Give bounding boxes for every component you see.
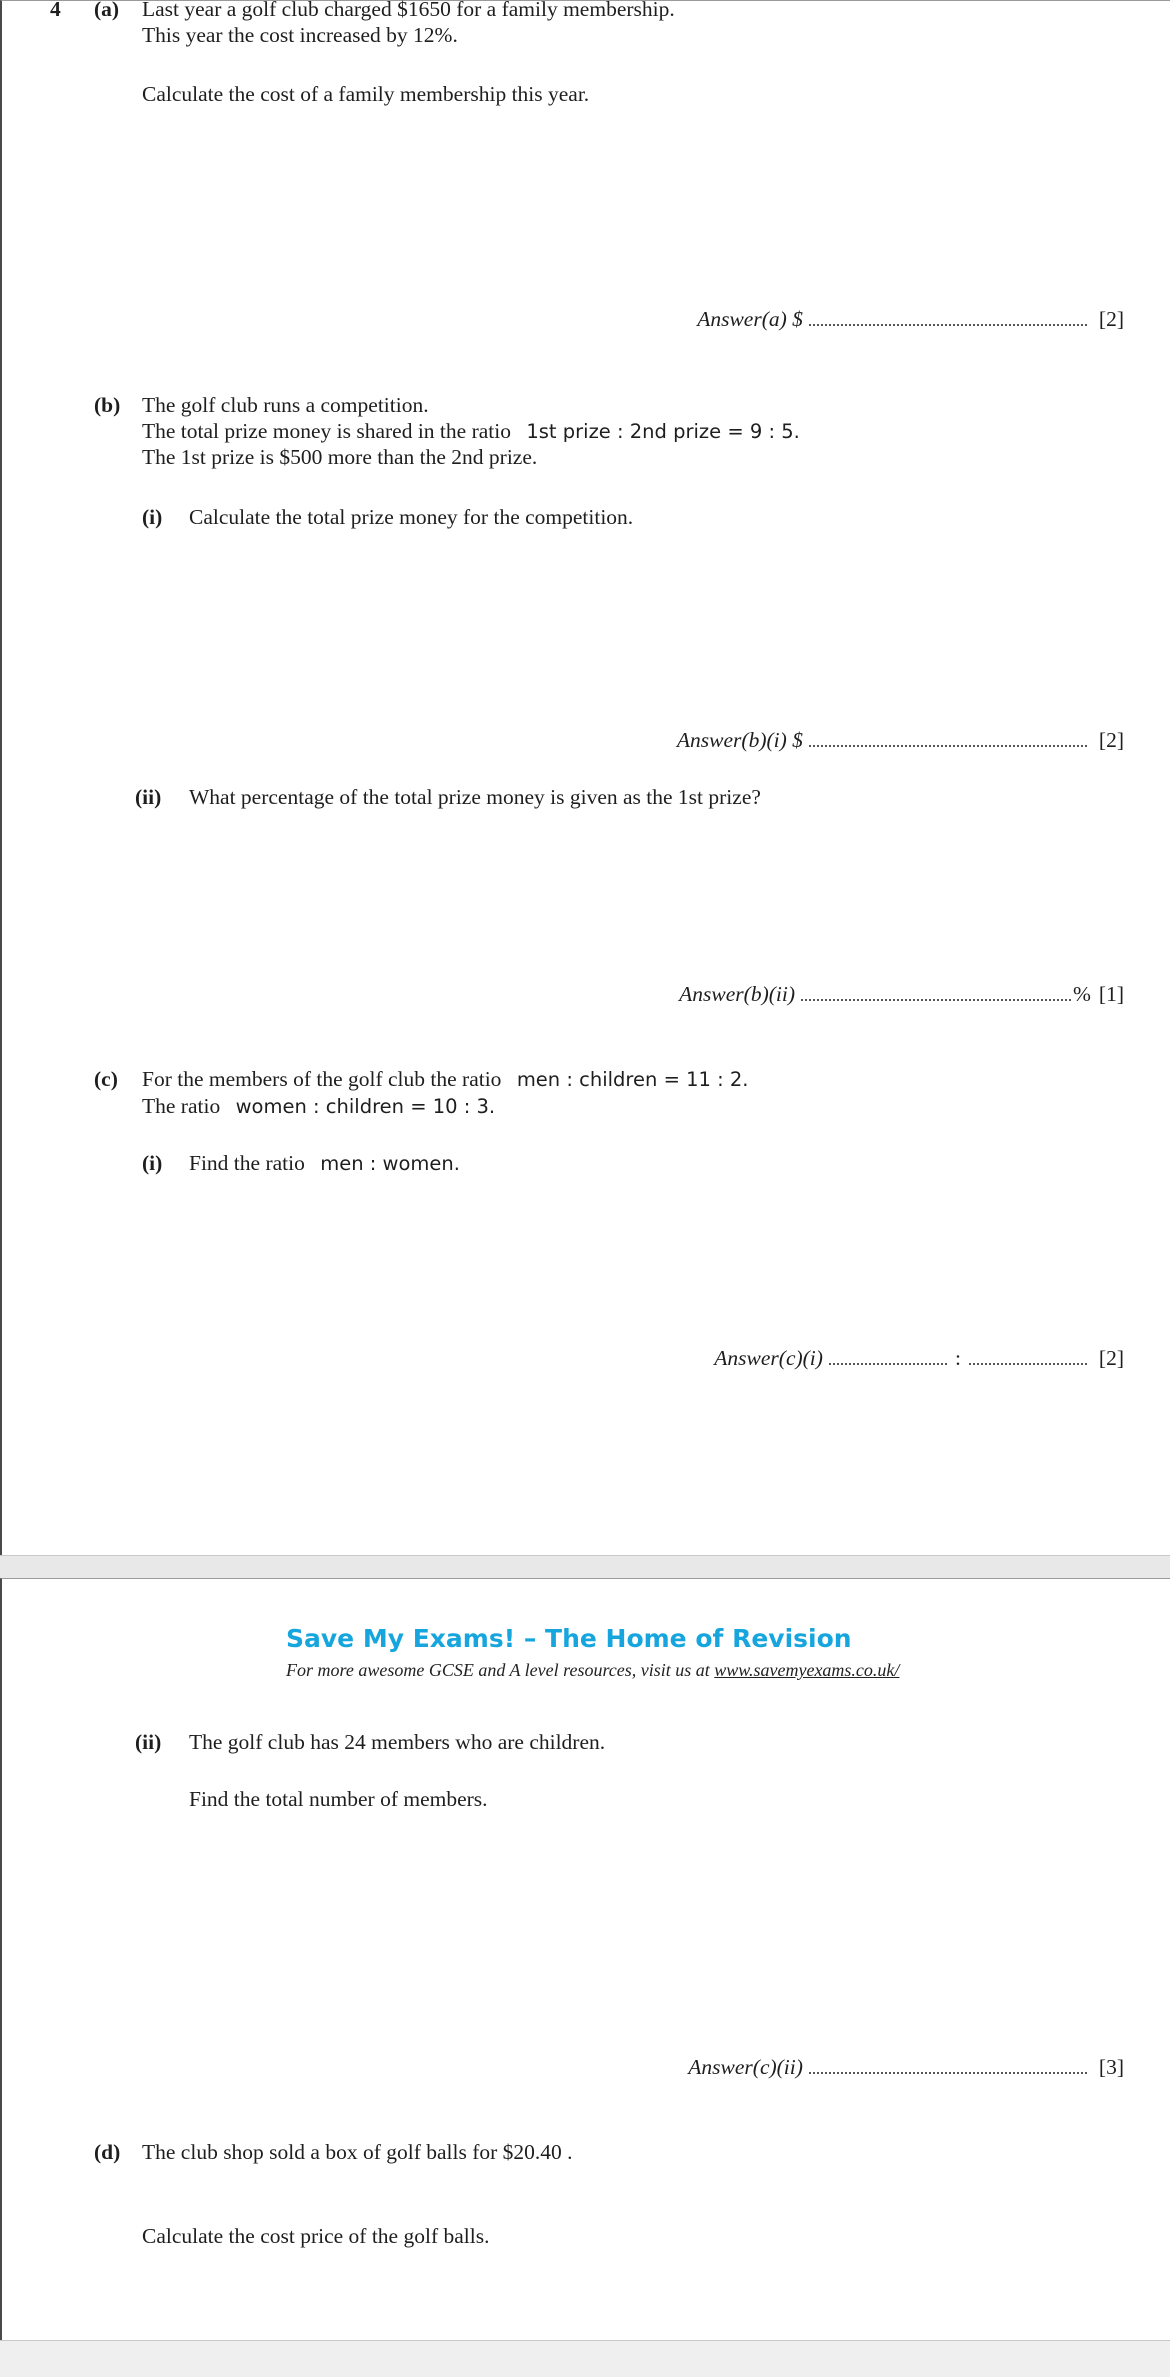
part-a-line1: Last year a golf club charged $1650 for a family membership.	[142, 0, 675, 21]
answer-blank[interactable]	[809, 310, 1087, 326]
part-c-line2	[142, 1093, 495, 1120]
prize-ratio: 1st prize : 2nd prize = 9 : 5.	[526, 420, 800, 443]
part-c-line1-text: For the members of the golf club the ratio	[142, 1067, 502, 1091]
marks: [1]	[1098, 982, 1124, 1006]
part-c-label: (c)	[94, 1067, 118, 1091]
answer-label: Answer(a) $	[697, 307, 803, 331]
part-b-i-text: Calculate the total prize money for the competition.	[189, 505, 634, 529]
marks: [2]	[1098, 1346, 1124, 1370]
part-b-line1: The golf club runs a competition.	[142, 393, 429, 417]
part-c-line2-text: The ratio	[142, 1094, 221, 1118]
answer-label: Answer(c)(ii)	[688, 2055, 803, 2079]
answer-label: Answer(b)(i) $	[676, 728, 803, 752]
answer-line-a[interactable]	[697, 306, 1124, 332]
banner-subtitle	[286, 1660, 899, 1681]
part-b-line2	[142, 418, 800, 445]
part-c-i-text	[189, 1150, 460, 1177]
part-a-instruction: Calculate the cost of a family membership this year.	[142, 82, 590, 106]
website-link[interactable]: www.savemyexams.co.uk/	[714, 1660, 900, 1680]
question-number: 4	[50, 0, 61, 21]
answer-blank-left[interactable]	[829, 1349, 947, 1365]
part-c-ii-label: (ii)	[135, 1730, 162, 1754]
part-a-label: (a)	[94, 0, 120, 21]
part-b-i-label: (i)	[142, 505, 163, 529]
men-children-ratio: men : children = 11 : 2.	[516, 1068, 749, 1091]
answer-line-b-i[interactable]	[677, 727, 1124, 753]
page-separator	[0, 1555, 1170, 1579]
answer-blank[interactable]	[809, 2058, 1087, 2074]
part-b-label: (b)	[94, 393, 121, 417]
part-c-i-label: (i)	[142, 1151, 163, 1175]
answer-line-b-ii[interactable]	[679, 981, 1124, 1007]
part-d-instruction: Calculate the cost price of the golf balls.	[142, 2224, 490, 2248]
part-c-ii-instruction: Find the total number of members.	[189, 1787, 488, 1811]
answer-label: Answer(b)(ii)	[679, 982, 795, 1006]
marks: [3]	[1098, 2055, 1124, 2079]
banner-title: Save My Exams! – The Home of Revision	[286, 1624, 852, 1653]
part-d-label: (d)	[94, 2140, 121, 2164]
part-c-i-text-pre: Find the ratio	[189, 1151, 305, 1175]
banner-subtitle-text: For more awesome GCSE and A level resources, visit us at	[286, 1660, 715, 1680]
part-b-line2-text: The total prize money is shared in the ratio	[142, 419, 511, 443]
answer-label: Answer(c)(i)	[714, 1346, 823, 1370]
answer-line-c-i[interactable]	[714, 1345, 1124, 1371]
part-b-ii-label: (ii)	[135, 785, 162, 809]
part-b-line3: The 1st prize is $500 more than the 2nd prize.	[142, 445, 538, 469]
men-women-ratio: men : women.	[320, 1152, 460, 1175]
part-c-line1	[142, 1066, 749, 1093]
answer-blank[interactable]	[801, 985, 1071, 1001]
ratio-separator: :	[954, 1346, 961, 1370]
page-separator-bottom	[0, 2340, 1170, 2377]
women-children-ratio: women : children = 10 : 3.	[235, 1095, 496, 1118]
marks: [2]	[1098, 307, 1124, 331]
part-a-line2: This year the cost increased by 12%.	[142, 23, 458, 47]
answer-blank-right[interactable]	[969, 1349, 1087, 1365]
part-c-ii-text: The golf club has 24 members who are children.	[189, 1730, 606, 1754]
part-d-text: The club shop sold a box of golf balls for $20.40 .	[142, 2140, 573, 2164]
percent-unit: %	[1073, 982, 1091, 1006]
marks: [2]	[1098, 728, 1124, 752]
part-b-ii-text: What percentage of the total prize money is given as the 1st prize?	[189, 785, 761, 809]
answer-line-c-ii[interactable]	[688, 2054, 1124, 2080]
answer-blank[interactable]	[809, 731, 1087, 747]
